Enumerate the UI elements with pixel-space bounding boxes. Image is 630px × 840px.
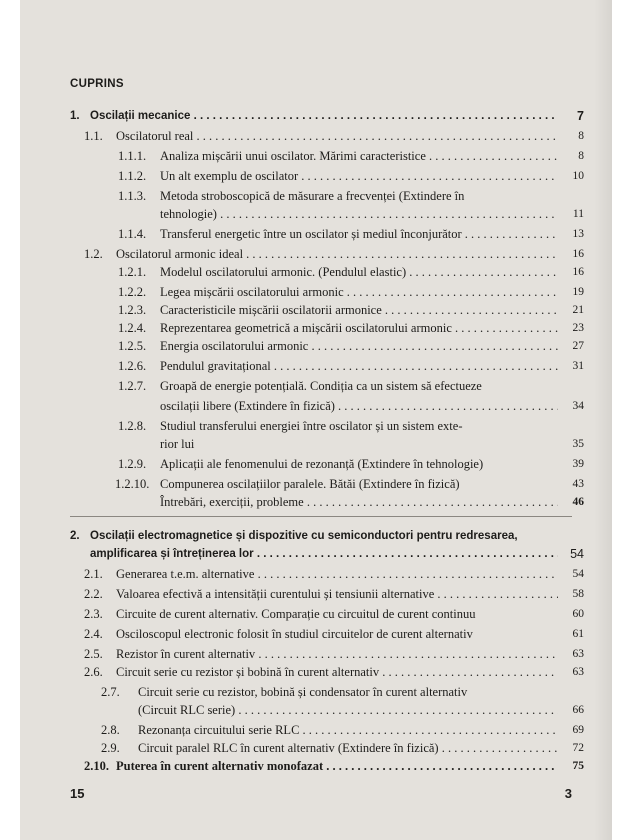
toc-entry [20, 626, 612, 644]
toc-entry-continuation [20, 702, 612, 720]
toc-entry [20, 606, 612, 624]
entry-page: 16 [572, 248, 584, 260]
toc-entry [20, 476, 612, 494]
toc-entry [20, 148, 612, 166]
entry-page: 35 [572, 438, 584, 450]
toc-entry [20, 246, 612, 264]
entry-number: 1.2.3. [118, 303, 147, 317]
entry-number: 1.2.8. [118, 419, 147, 433]
signature-mark: 15 [70, 786, 85, 801]
toc-entry [20, 758, 612, 776]
entry-title: Rezistor în curent alternativ . . . [116, 646, 558, 662]
entry-title: rior lui [160, 437, 195, 451]
entry-title: Oscilații electromagnetice și dispozitive cu semiconductori pentru redresarea, [90, 530, 518, 542]
toc-entry [20, 418, 612, 436]
entry-number: 2.5. [84, 647, 103, 661]
entry-page: 58 [572, 588, 584, 600]
entry-number: 1.2.9. [118, 457, 147, 471]
entry-title: Aplicații ale fenomenului de rezonanță (Extindere în tehnologie) [160, 457, 484, 471]
toc-entry [20, 684, 612, 702]
entry-number: 1.1. [84, 129, 103, 143]
entry-page: 66 [572, 704, 584, 716]
entry-number: 1.2.6. [118, 359, 147, 373]
entry-page: 27 [572, 340, 584, 352]
entry-title: Circuite de curent alternativ. Comparație cu circuitul de curent continuu [116, 607, 476, 621]
entry-title: Generarea t.e.m. alternative . . . [116, 566, 558, 582]
entry-page: 69 [572, 724, 584, 736]
entry-title: Valoarea efectivă a intensității curentului și tensiunii alternative . . . [116, 586, 558, 602]
toc-entry [20, 646, 612, 664]
entry-title: Osciloscopul electronic folosit în studiul circuitelor de curent alternativ [116, 627, 473, 641]
toc-entry [20, 264, 612, 282]
section-divider [70, 516, 572, 517]
toc-entry [20, 378, 612, 396]
toc-entry [20, 722, 612, 740]
entry-page: 75 [572, 760, 584, 772]
entry-title: Energia oscilatorului armonic . . . [160, 338, 558, 354]
entry-number: 2.10. [84, 759, 109, 773]
toc-entry [20, 168, 612, 186]
entry-page: 46 [572, 496, 584, 508]
toc-chapter [20, 528, 612, 546]
entry-page: 16 [572, 266, 584, 278]
entry-number: 1.1.2. [118, 169, 147, 183]
entry-title: Oscilatorul real . . . [116, 128, 558, 144]
entry-number: 2.2. [84, 587, 103, 601]
entry-title: Metoda stroboscopică de măsurare a frecvenței (Extindere în [160, 189, 465, 203]
entry-title: Analiza mișcării unui oscilator. Mărimi caracteristice . . . [160, 148, 558, 164]
entry-title: (Circuit RLC serie) . . . [138, 702, 558, 718]
entry-number: 2.4. [84, 627, 103, 641]
entry-page: 61 [572, 628, 584, 640]
toc-entry [20, 320, 612, 338]
entry-number: 2.8. [101, 723, 120, 737]
entry-title: Circuit serie cu rezistor, bobină și condensator în curent alternativ [138, 685, 468, 699]
entry-number: 2.7. [101, 685, 120, 699]
entry-page: 63 [572, 666, 584, 678]
toc-entry [20, 740, 612, 758]
toc-entry [20, 586, 612, 604]
toc-entry [20, 226, 612, 244]
entry-number: 1.1.4. [118, 227, 147, 241]
book-page [20, 0, 612, 840]
entry-page: 11 [572, 208, 584, 220]
entry-page: 54 [570, 547, 584, 561]
entry-number: 1.2. [84, 247, 103, 261]
toc-entry [20, 302, 612, 320]
entry-page: 54 [572, 568, 584, 580]
toc-chapter [20, 108, 612, 126]
entry-title: Întrebări, exerciții, probleme . . . [160, 494, 558, 510]
entry-number: 1.1.3. [118, 189, 147, 203]
entry-page: 10 [572, 170, 584, 182]
entry-title: amplificarea și întreținerea lor . . . [90, 546, 558, 562]
entry-number: 2.1. [84, 567, 103, 581]
entry-title: Modelul oscilatorului armonic. (Pendulul elastic) . . . [160, 264, 558, 280]
entry-number: 2.3. [84, 607, 103, 621]
entry-number: 1.2.2. [118, 285, 147, 299]
toc-entry [20, 358, 612, 376]
page-number: 3 [564, 786, 572, 801]
entry-number: 2. [70, 530, 80, 542]
toc-entry-continuation [20, 398, 612, 416]
entry-page: 31 [572, 360, 584, 372]
entry-title: Oscilații mecanice . . . [90, 108, 558, 124]
entry-page: 13 [572, 228, 584, 240]
toc-entry [20, 188, 612, 206]
entry-title: Circuit paralel RLC în curent alternativ (Extindere în fizică) . . . [138, 740, 558, 756]
entry-title: Oscilatorul armonic ideal . . . [116, 246, 558, 262]
toc-entry-continuation [20, 494, 612, 512]
toc-entry [20, 456, 612, 474]
entry-page: 43 [572, 478, 584, 490]
entry-title: oscilații libere (Extindere în fizică) . . . [160, 398, 558, 414]
entry-number: 1.2.4. [118, 321, 147, 335]
toc-entry [20, 338, 612, 356]
entry-title: Studiul transferului energiei între oscilator și un sistem exte- [160, 419, 463, 433]
entry-title: Groapă de energie potențială. Condiția ca un sistem să efectueze [160, 379, 482, 393]
entry-title: Legea mișcării oscilatorului armonic . . . [160, 284, 558, 300]
entry-title: Compunerea oscilațiilor paralele. Bătăi (Extindere în fizică) [160, 477, 460, 491]
entry-title: Transferul energetic între un oscilator și mediul înconjurător . . . [160, 226, 558, 242]
entry-page: 21 [572, 304, 584, 316]
toc-entry [20, 128, 612, 146]
entry-page: 72 [572, 742, 584, 754]
entry-title: tehnologie) . . . [160, 206, 558, 222]
toc-entry [20, 566, 612, 584]
entry-page: 8 [578, 150, 584, 162]
toc-entry [20, 664, 612, 682]
toc-entry [20, 284, 612, 302]
entry-number: 2.9. [101, 741, 120, 755]
entry-number: 1.2.5. [118, 339, 147, 353]
toc-chapter-continuation [20, 546, 612, 564]
entry-title: Rezonanța circuitului serie RLC . . . [138, 722, 558, 738]
entry-title: Reprezentarea geometrică a mișcării oscilatorului armonic . . . [160, 320, 558, 336]
toc-entry-continuation [20, 206, 612, 224]
entry-page: 63 [572, 648, 584, 660]
entry-number: 1. [70, 110, 80, 122]
entry-page: 8 [578, 130, 584, 142]
entry-title: Puterea în curent alternativ monofazat . . . [116, 758, 558, 774]
entry-title: Caracteristicile mișcării oscilatorii armonice . . . [160, 302, 558, 318]
entry-page: 19 [572, 286, 584, 298]
page-heading: CUPRINS [70, 78, 124, 90]
entry-title: Circuit serie cu rezistor și bobină în curent alternativ . . . [116, 664, 558, 680]
entry-number: 2.6. [84, 665, 103, 679]
entry-page: 34 [572, 400, 584, 412]
entry-number: 1.2.10. [115, 477, 150, 491]
entry-page: 7 [577, 109, 584, 123]
entry-number: 1.2.7. [118, 379, 147, 393]
entry-number: 1.1.1. [118, 149, 147, 163]
toc-entry-continuation [20, 436, 612, 454]
entry-number: 1.2.1. [118, 265, 147, 279]
entry-page: 23 [572, 322, 584, 334]
entry-title: Pendulul gravitațional . . . [160, 358, 558, 374]
entry-title: Un alt exemplu de oscilator . . . [160, 168, 558, 184]
entry-page: 60 [572, 608, 584, 620]
entry-page: 39 [572, 458, 584, 470]
